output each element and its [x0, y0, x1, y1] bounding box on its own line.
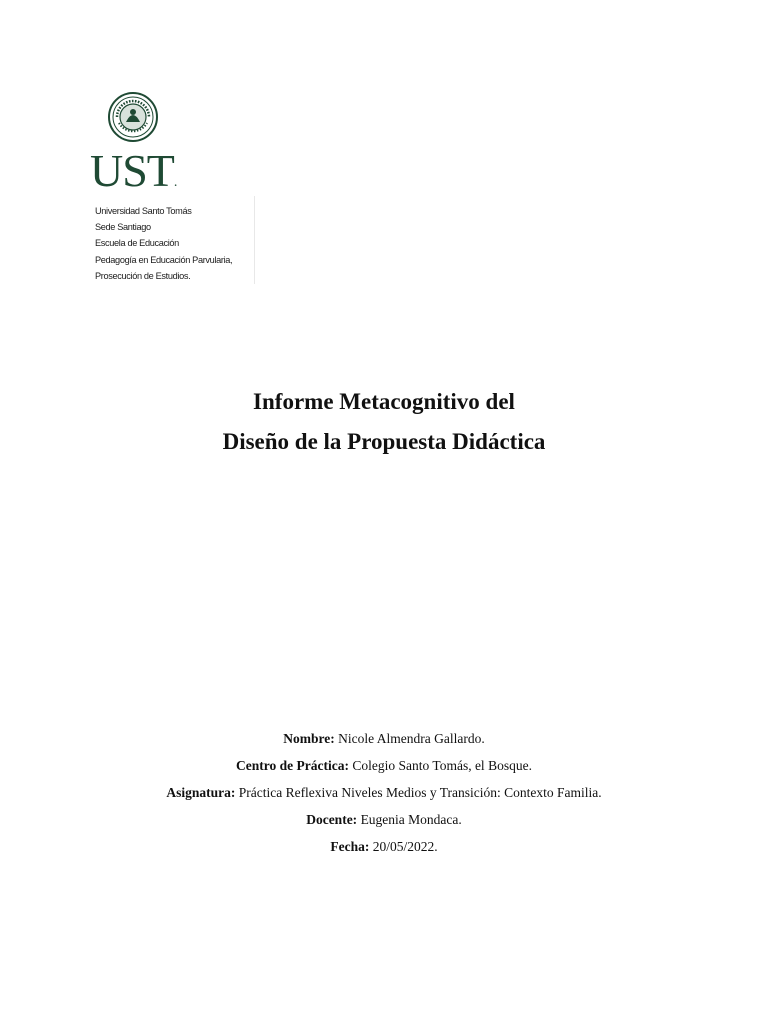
info-label: Fecha:: [330, 839, 370, 854]
title-line-2: Diseño de la Propuesta Didáctica: [222, 429, 546, 454]
university-logo: [88, 92, 258, 284]
info-label: Asignatura:: [166, 785, 236, 800]
info-value: Práctica Reflexiva Niveles Medios y Transición: Contexto Familia.: [238, 785, 602, 800]
info-label: Centro de Práctica:: [236, 758, 350, 773]
ust-wordmark: UST.: [90, 145, 177, 196]
info-value: Colegio Santo Tomás, el Bosque.: [352, 758, 532, 773]
info-label: Nombre:: [283, 731, 335, 746]
institution-info: [95, 203, 232, 284]
institution-line: Universidad Santo Tomás: [95, 206, 192, 216]
university-seal-icon: [108, 92, 158, 142]
institution-line: Escuela de Educación: [95, 238, 179, 249]
title-line-1: Informe Metacognitivo del: [253, 389, 515, 414]
logo-divider: [254, 196, 255, 284]
info-value: 20/05/2022.: [372, 839, 438, 854]
info-row-fecha: [0, 833, 768, 860]
info-label: Docente:: [306, 812, 358, 827]
info-row-nombre: [0, 725, 768, 752]
student-info: [0, 725, 768, 860]
info-row-centro: [0, 752, 768, 779]
info-row-docente: [0, 806, 768, 833]
info-value: Nicole Almendra Gallardo.: [338, 731, 485, 746]
info-value: Eugenia Mondaca.: [360, 812, 462, 827]
institution-line: Prosecución de Estudios.: [95, 270, 191, 281]
document-title: [0, 382, 768, 462]
info-row-asignatura: [0, 779, 768, 806]
institution-line: Sede Santiago: [95, 222, 151, 233]
institution-line: Pedagogía en Educación Parvularia,: [95, 254, 233, 265]
